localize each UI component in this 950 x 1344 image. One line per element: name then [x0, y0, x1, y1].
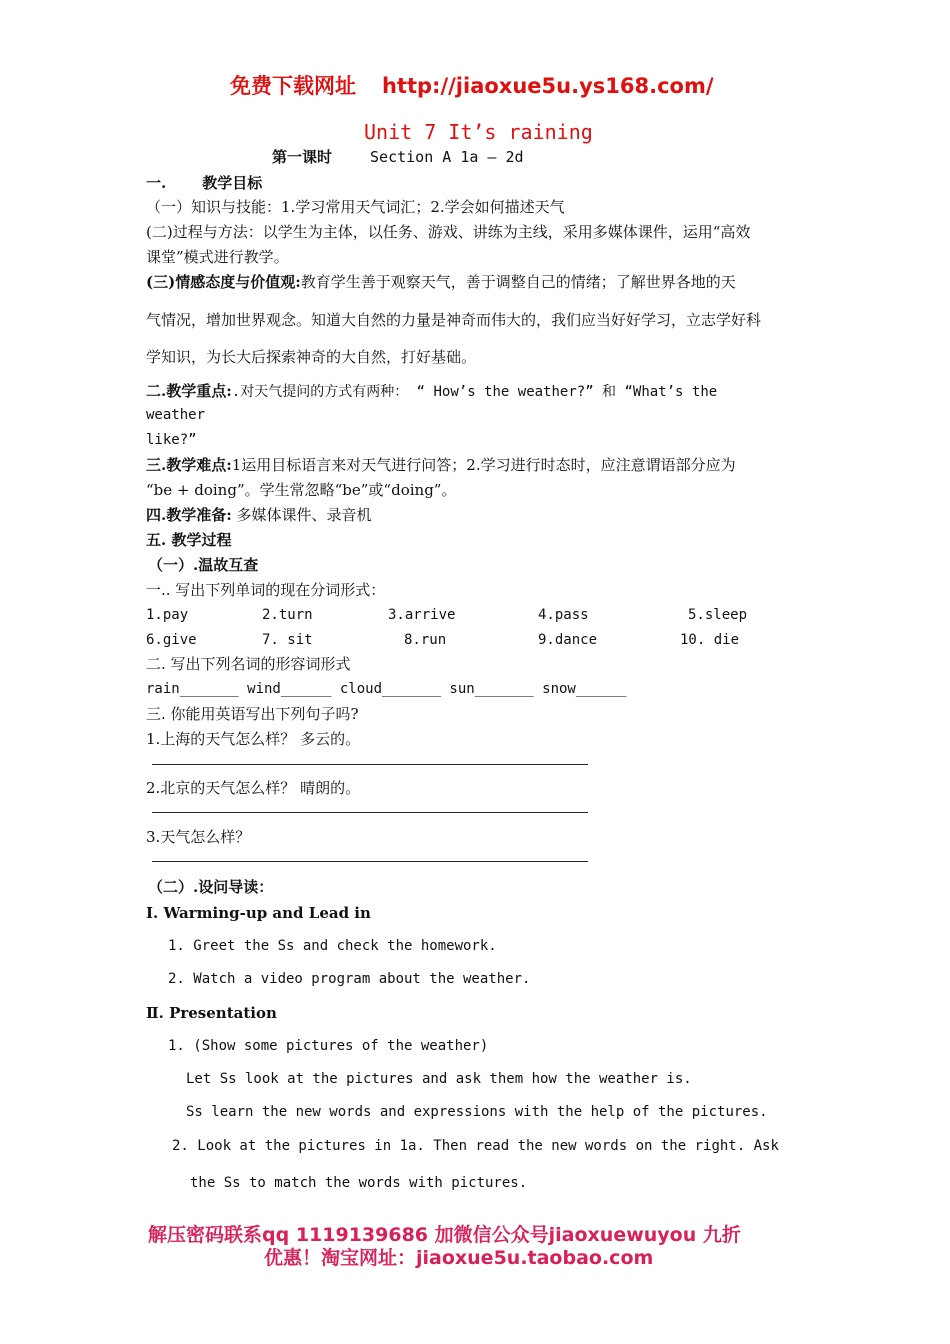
part-1-heading: Ⅰ. Warming-up and Lead in — [146, 904, 371, 922]
section-1-title: 教学目标 — [202, 174, 263, 192]
header-url: http://jiaoxue5u.ys168.com/ — [382, 74, 714, 98]
sentence-2: 2.北京的天气怎么样？ 晴朗的。 — [146, 779, 361, 797]
s3-heading: 三.教学难点: — [146, 456, 232, 474]
s2-line1 — [146, 381, 717, 402]
part-2-heading: Ⅱ. Presentation — [146, 1004, 277, 1022]
part-1-item-2: 2. Watch a video program about the weather. — [168, 971, 531, 987]
s4-text: 多媒体课件、录音机 — [231, 506, 372, 524]
answer-line — [152, 861, 588, 862]
s2-line3: like?” — [146, 432, 197, 448]
word-item: 8.run — [404, 632, 447, 648]
section-1-number: 一. — [146, 174, 167, 192]
header-link[interactable] — [230, 70, 714, 100]
word-item: 6.give — [146, 632, 197, 648]
s2-line2: weather — [146, 407, 206, 423]
s3-line1 — [146, 455, 736, 475]
word-item: 2.turn — [262, 607, 313, 623]
subtitle — [272, 147, 524, 167]
footer-line-1: 解压密码联系qq 1119139686 加微信公众号jiaoxuewuyou 九折 — [148, 1224, 741, 1246]
word-item: 3.arrive — [388, 607, 456, 623]
question-1: 一.. 写出下列单词的现在分词形式： — [146, 581, 386, 599]
part-1-item-1: 1. Greet the Ss and check the homework. — [168, 938, 497, 954]
part-2-item-2b: the Ss to match the words with pictures. — [190, 1175, 528, 1191]
sentence-3: 3.天气怎么样？ — [146, 828, 251, 846]
s1c-heading: (三)情感态度与价值观: — [146, 273, 301, 291]
lesson-label: 第一课时 — [272, 148, 333, 166]
word-item: 7. sit — [262, 632, 313, 648]
footer-line-2[interactable]: 优惠！淘宝网址：jiaoxue5u.taobao.com — [264, 1247, 654, 1269]
question-3: 三. 你能用英语写出下列句子吗? — [146, 705, 359, 723]
section-label: Section A 1a – 2d — [370, 148, 524, 166]
s1b-line1: (二)过程与方法：以学生为主体，以任务、游戏、讲练为主线，采用多媒体课件，运用“高效 — [146, 223, 751, 241]
part-2-item-1: 1. (Show some pictures of the weather) — [168, 1038, 489, 1054]
s4-line — [146, 505, 372, 525]
answer-line — [152, 764, 588, 765]
page-title: Unit 7 It’s raining — [364, 120, 593, 144]
s1c-line3: 学知识，为长大后探索神奇的大自然，打好基础。 — [146, 348, 477, 366]
s5-part2-heading: （二）.设问导读： — [148, 878, 274, 896]
word-item: 1.pay — [146, 607, 189, 623]
header-label: 免费下载网址 — [230, 74, 356, 98]
s5-heading: 五. 教学过程 — [146, 531, 232, 549]
s3-line2: “be + doing”。学生常忽略“be”或“doing”。 — [146, 481, 457, 499]
s2-text: .对天气提问的方式有两种： “ How’s the weather?” 和 “What’s the — [231, 384, 718, 400]
section-1-heading — [146, 173, 262, 193]
word-item: 5.sleep — [688, 607, 748, 623]
word-item: 9.dance — [538, 632, 598, 648]
adjective-row: rain_______ wind______ cloud_______ sun_______ snow______ — [146, 681, 627, 697]
word-item: 4.pass — [538, 607, 589, 623]
s1c-line2: 气情况，增加世界观念。知道大自然的力量是神奇而伟大的，我们应当好好学习，立志学好科 — [146, 311, 762, 329]
sentence-1: 1.上海的天气怎么样？ 多云的。 — [146, 730, 361, 748]
s2-heading: 二.教学重点: — [146, 382, 232, 400]
s3-text: 1运用目标语言来对天气进行问答；2.学习进行时态时，应注意谓语部分应为 — [231, 456, 736, 474]
s1a-text: （一）知识与技能：1.学习常用天气词汇；2.学会如何描述天气 — [146, 198, 565, 216]
part-2-item-2a: 2. Look at the pictures in 1a. Then read the new words on the right. Ask — [172, 1138, 779, 1154]
part-2-item-1a: Let Ss look at the pictures and ask them how the weather is. — [186, 1071, 692, 1087]
answer-line — [152, 812, 588, 813]
s5-part1-heading: （一）.温故互查 — [148, 556, 259, 574]
s4-heading: 四.教学准备: — [146, 506, 232, 524]
word-item: 10. die — [680, 632, 740, 648]
s1b-line2: 课堂”模式进行教学。 — [146, 248, 289, 266]
s1c-line1 — [146, 272, 736, 292]
part-2-item-1b: Ss learn the new words and expressions with the help of the pictures. — [186, 1104, 768, 1120]
question-2: 二. 写出下列名词的形容词形式 — [146, 655, 351, 673]
s1c-text: 教育学生善于观察天气，善于调整自己的情绪；了解世界各地的天 — [300, 273, 736, 291]
